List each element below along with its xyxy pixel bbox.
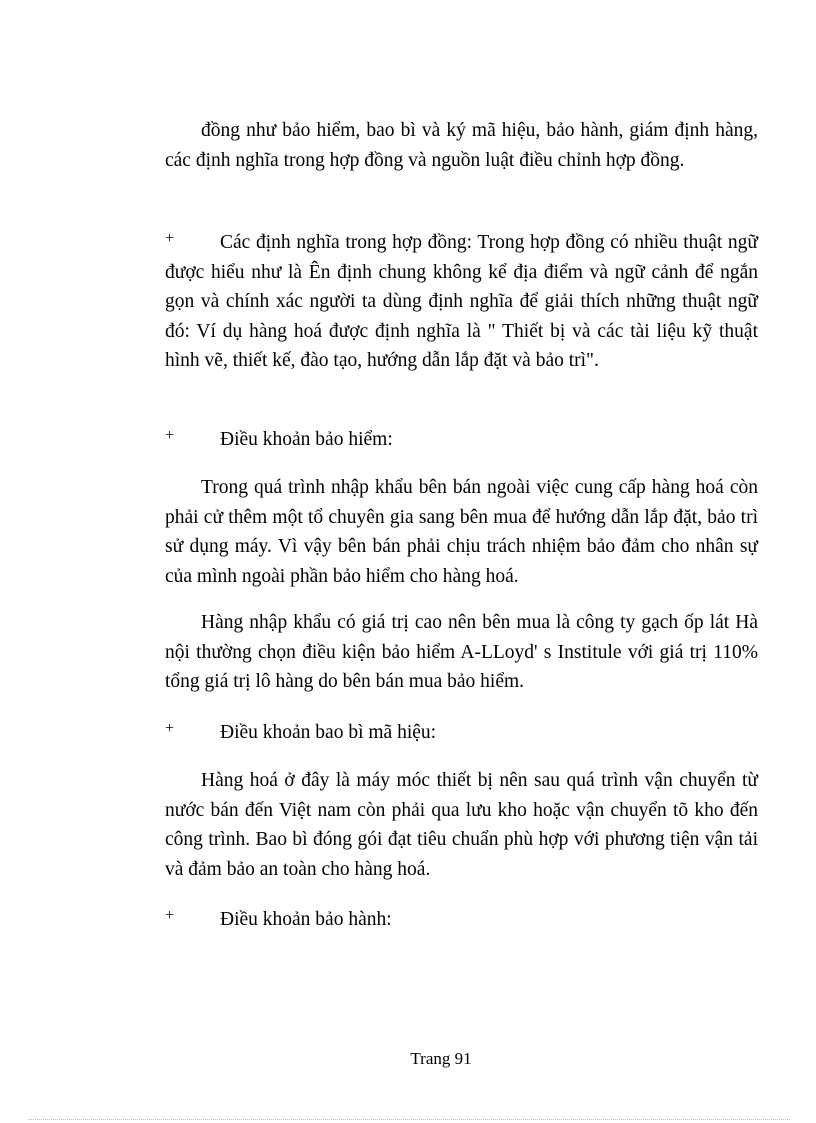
heading-warranty (165, 905, 392, 935)
page-bottom-divider (28, 1119, 790, 1120)
definitions-text: Các định nghĩa trong hợp đồng: Trong hợp đồng có nhiều thuật ngữ được hiểu như là Ên định chung không kể địa điểm và ngữ cảnh để ngắn gọn và chính xác người ta dùng định nghĩa để giải thích những thuật ngữ đó: Ví dụ hàng hoá được định nghĩa là " Thiết bị và các tài liệu kỹ thuật hình vẽ, thiết kế, đào tạo, hướng dẫn lắp đặt và bảo trì". (165, 232, 758, 371)
paragraph-insurance-2-text: Hàng nhập khẩu có giá trị cao nên bên mua là công ty gạch ốp lát Hà nội thường chọn điều kiện bảo hiểm A-LLoyd' s Institule với giá trị 110% tổng giá trị lô hàng do bên bán mua bảo hiểm. (165, 612, 758, 692)
plus-bullet-icon: + (165, 230, 175, 247)
heading-insurance-text: Điều khoản bảo hiểm: (220, 429, 393, 450)
paragraph-intro (165, 116, 758, 175)
heading-packaging (165, 718, 436, 748)
heading-warranty-text: Điều khoản bảo hành: (220, 909, 392, 930)
plus-bullet-icon: + (165, 720, 175, 737)
paragraph-insurance-2 (165, 608, 758, 697)
list-item-definitions (165, 228, 758, 376)
heading-packaging-text: Điều khoản bao bì mã hiệu: (220, 722, 437, 743)
paragraph-insurance-1 (165, 473, 758, 591)
page-number-footer (0, 1048, 816, 1070)
page-number: Trang 91 (410, 1049, 472, 1068)
paragraph-insurance-1-text: Trong quá trình nhập khẩu bên bán ngoài việc cung cấp hàng hoá còn phải cử thêm một tổ chuyên gia sang bên mua để hướng dẫn lắp đặt, bảo trì sử dụng máy. Vì vậy bên bán phải chịu trách nhiệm bảo đảm cho nhân sự của mình ngoài phần bảo hiểm cho hàng hoá. (165, 477, 758, 587)
plus-bullet-icon: + (165, 427, 175, 444)
paragraph-packaging-text: Hàng hoá ở đây là máy móc thiết bị nên sau quá trình vận chuyển từ nước bán đến Việt nam còn phải qua lưu kho hoặc vận chuyển tõ kho đến công trình. Bao bì đóng gói đạt tiêu chuẩn phù hợp với phương tiện vận tải và đảm bảo an toàn cho hàng hoá. (165, 770, 758, 880)
paragraph-intro-text: đồng như bảo hiểm, bao bì và ký mã hiệu, bảo hành, giám định hàng, các định nghĩa trong hợp đồng và nguồn luật điều chỉnh hợp đồng. (165, 120, 758, 171)
plus-bullet-icon: + (165, 907, 175, 924)
paragraph-packaging (165, 766, 758, 884)
heading-insurance (165, 425, 393, 455)
